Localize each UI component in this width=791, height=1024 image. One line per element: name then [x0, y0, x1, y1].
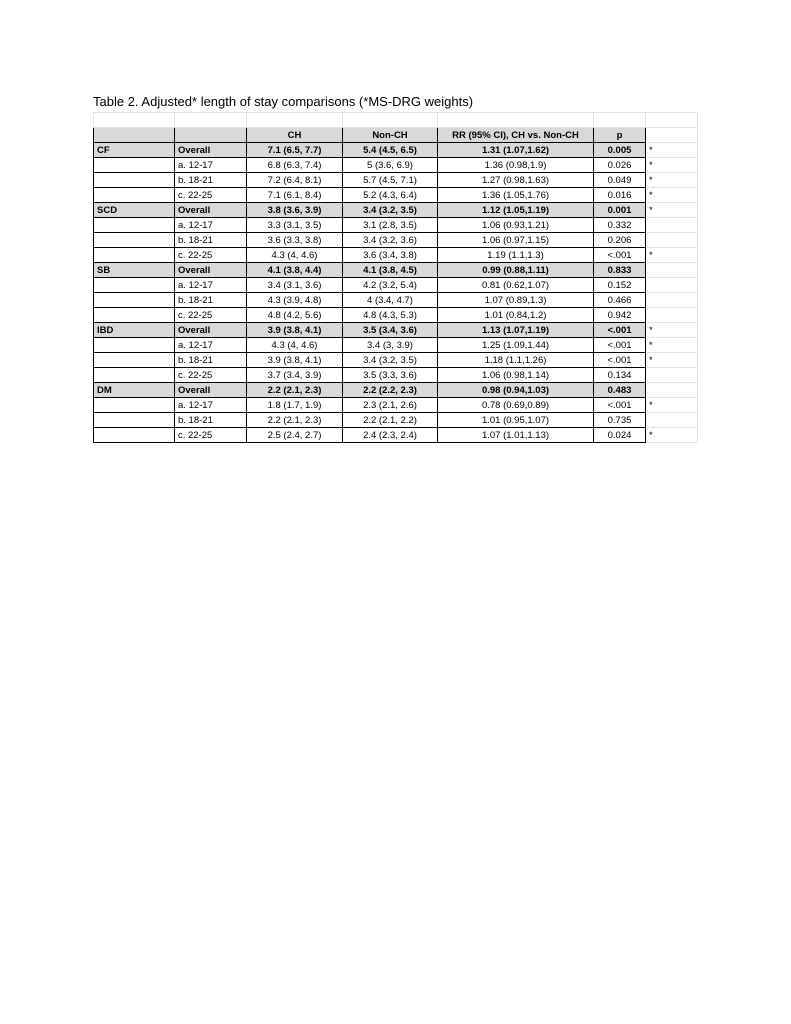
- group-name-cell: [94, 308, 175, 323]
- group-name-cell: [94, 338, 175, 353]
- p-value-cell: <.001: [594, 398, 646, 413]
- non-ch-value-cell: 5.2 (4.3, 6.4): [343, 188, 438, 203]
- p-value-cell: 0.016: [594, 188, 646, 203]
- group-name-cell: IBD: [94, 323, 175, 338]
- p-value-cell: 0.134: [594, 368, 646, 383]
- rr-value-cell: 1.06 (0.97,1.15): [438, 233, 594, 248]
- significance-star-cell: *: [646, 188, 698, 203]
- non-ch-value-cell: 3.1 (2.8, 3.5): [343, 218, 438, 233]
- non-ch-value-cell: 3.4 (3.2, 3.6): [343, 233, 438, 248]
- rr-value-cell: 1.07 (1.01,1.13): [438, 428, 594, 443]
- rr-value-cell: 0.99 (0.88,1.11): [438, 263, 594, 278]
- age-group-row: [94, 188, 698, 203]
- significance-star-cell: *: [646, 353, 698, 368]
- non-ch-value-cell: 3.6 (3.4, 3.8): [343, 248, 438, 263]
- rr-value-cell: 1.01 (0.84,1.2): [438, 308, 594, 323]
- age-group-row: [94, 338, 698, 353]
- group-name-cell: SB: [94, 263, 175, 278]
- age-group-row: [94, 293, 698, 308]
- ch-value-cell: 3.8 (3.6, 3.9): [247, 203, 343, 218]
- p-value-cell: 0.026: [594, 158, 646, 173]
- group-overall-row: [94, 203, 698, 218]
- p-value-cell: <.001: [594, 248, 646, 263]
- p-value-cell: 0.833: [594, 263, 646, 278]
- age-group-row: [94, 368, 698, 383]
- rr-value-cell: 1.13 (1.07,1.19): [438, 323, 594, 338]
- table-body: [94, 113, 698, 443]
- ch-value-cell: 3.9 (3.8, 4.1): [247, 353, 343, 368]
- row-label-cell: c. 22-25: [175, 188, 247, 203]
- group-name-cell: [94, 413, 175, 428]
- non-ch-value-cell: 3.4 (3.2, 3.5): [343, 203, 438, 218]
- non-ch-value-cell: 2.3 (2.1, 2.6): [343, 398, 438, 413]
- significance-star-cell: [646, 293, 698, 308]
- ch-value-cell: 4.8 (4.2, 5.6): [247, 308, 343, 323]
- row-label-cell: c. 22-25: [175, 248, 247, 263]
- age-group-row: [94, 233, 698, 248]
- row-label-cell: c. 22-25: [175, 308, 247, 323]
- ch-value-cell: 7.2 (6.4, 8.1): [247, 173, 343, 188]
- header-non-ch: Non-CH: [343, 128, 438, 143]
- p-value-cell: 0.466: [594, 293, 646, 308]
- significance-star-cell: *: [646, 338, 698, 353]
- p-value-cell: 0.049: [594, 173, 646, 188]
- p-value-cell: 0.735: [594, 413, 646, 428]
- group-name-cell: [94, 233, 175, 248]
- rr-value-cell: 0.81 (0.62,1.07): [438, 278, 594, 293]
- rr-value-cell: 1.36 (0.98,1.9): [438, 158, 594, 173]
- rr-value-cell: 1.19 (1.1,1.3): [438, 248, 594, 263]
- non-ch-value-cell: 5.4 (4.5, 6.5): [343, 143, 438, 158]
- non-ch-value-cell: 2.4 (2.3, 2.4): [343, 428, 438, 443]
- row-label-cell: b. 18-21: [175, 173, 247, 188]
- rr-value-cell: 1.06 (0.98,1.14): [438, 368, 594, 383]
- non-ch-value-cell: 3.5 (3.4, 3.6): [343, 323, 438, 338]
- header-star-cell: [646, 128, 698, 143]
- ch-value-cell: 3.9 (3.8, 4.1): [247, 323, 343, 338]
- row-label-cell: b. 18-21: [175, 293, 247, 308]
- rr-value-cell: 1.07 (0.89,1.3): [438, 293, 594, 308]
- ch-value-cell: 4.1 (3.8, 4.4): [247, 263, 343, 278]
- ch-value-cell: 7.1 (6.5, 7.7): [247, 143, 343, 158]
- row-label-cell: b. 18-21: [175, 233, 247, 248]
- significance-star-cell: *: [646, 428, 698, 443]
- group-name-cell: [94, 218, 175, 233]
- row-label-cell: a. 12-17: [175, 158, 247, 173]
- rr-value-cell: 1.06 (0.93,1.21): [438, 218, 594, 233]
- non-ch-value-cell: 5.7 (4.5, 7.1): [343, 173, 438, 188]
- p-value-cell: 0.005: [594, 143, 646, 158]
- rr-value-cell: 1.31 (1.07,1.62): [438, 143, 594, 158]
- significance-star-cell: [646, 263, 698, 278]
- rr-value-cell: 1.36 (1.05,1.76): [438, 188, 594, 203]
- non-ch-value-cell: 4 (3.4, 4.7): [343, 293, 438, 308]
- age-group-row: [94, 353, 698, 368]
- blank-row: [94, 113, 698, 128]
- ch-value-cell: 4.3 (4, 4.6): [247, 338, 343, 353]
- age-group-row: [94, 278, 698, 293]
- group-name-cell: [94, 248, 175, 263]
- group-name-cell: CF: [94, 143, 175, 158]
- table-title: Table 2. Adjusted* length of stay comparisons (*MS-DRG weights): [93, 94, 474, 109]
- group-overall-row: [94, 383, 698, 398]
- row-label-cell: a. 12-17: [175, 398, 247, 413]
- age-group-row: [94, 248, 698, 263]
- row-label-cell: b. 18-21: [175, 353, 247, 368]
- p-value-cell: 0.001: [594, 203, 646, 218]
- p-value-cell: 0.024: [594, 428, 646, 443]
- row-label-cell: a. 12-17: [175, 218, 247, 233]
- ch-value-cell: 2.2 (2.1, 2.3): [247, 383, 343, 398]
- non-ch-value-cell: 5 (3.6, 6.9): [343, 158, 438, 173]
- age-group-row: [94, 158, 698, 173]
- header-rr: RR (95% CI), CH vs. Non-CH: [438, 128, 594, 143]
- significance-star-cell: [646, 233, 698, 248]
- non-ch-value-cell: 2.2 (2.1, 2.2): [343, 413, 438, 428]
- non-ch-value-cell: 4.8 (4.3, 5.3): [343, 308, 438, 323]
- significance-star-cell: [646, 308, 698, 323]
- group-name-cell: [94, 188, 175, 203]
- significance-star-cell: [646, 413, 698, 428]
- age-group-row: [94, 428, 698, 443]
- header-row: [94, 128, 698, 143]
- header-blank-cell: [175, 128, 247, 143]
- group-overall-row: [94, 323, 698, 338]
- p-value-cell: 0.942: [594, 308, 646, 323]
- age-group-row: [94, 218, 698, 233]
- significance-star-cell: [646, 368, 698, 383]
- p-value-cell: 0.206: [594, 233, 646, 248]
- ch-value-cell: 2.2 (2.1, 2.3): [247, 413, 343, 428]
- ch-value-cell: 4.3 (4, 4.6): [247, 248, 343, 263]
- rr-value-cell: 1.12 (1.05,1.19): [438, 203, 594, 218]
- row-label-cell: Overall: [175, 383, 247, 398]
- header-p: p: [594, 128, 646, 143]
- ch-value-cell: 3.7 (3.4, 3.9): [247, 368, 343, 383]
- rr-value-cell: 1.27 (0.98,1.63): [438, 173, 594, 188]
- row-label-cell: a. 12-17: [175, 278, 247, 293]
- rr-value-cell: 0.78 (0.69,0.89): [438, 398, 594, 413]
- p-value-cell: <.001: [594, 338, 646, 353]
- p-value-cell: 0.332: [594, 218, 646, 233]
- row-label-cell: c. 22-25: [175, 428, 247, 443]
- header-blank-cell: [94, 128, 175, 143]
- group-overall-row: [94, 263, 698, 278]
- row-label-cell: Overall: [175, 143, 247, 158]
- group-overall-row: [94, 143, 698, 158]
- significance-star-cell: *: [646, 398, 698, 413]
- group-name-cell: [94, 278, 175, 293]
- ch-value-cell: 2.5 (2.4, 2.7): [247, 428, 343, 443]
- age-group-row: [94, 398, 698, 413]
- significance-star-cell: *: [646, 173, 698, 188]
- los-comparison-table: [93, 112, 698, 443]
- p-value-cell: <.001: [594, 353, 646, 368]
- significance-star-cell: *: [646, 248, 698, 263]
- non-ch-value-cell: 4.1 (3.8, 4.5): [343, 263, 438, 278]
- age-group-row: [94, 413, 698, 428]
- group-name-cell: [94, 368, 175, 383]
- age-group-row: [94, 308, 698, 323]
- non-ch-value-cell: 2.2 (2.2, 2.3): [343, 383, 438, 398]
- group-name-cell: [94, 173, 175, 188]
- group-name-cell: [94, 428, 175, 443]
- group-name-cell: DM: [94, 383, 175, 398]
- non-ch-value-cell: 3.5 (3.3, 3.6): [343, 368, 438, 383]
- p-value-cell: 0.152: [594, 278, 646, 293]
- significance-star-cell: *: [646, 143, 698, 158]
- ch-value-cell: 3.4 (3.1, 3.6): [247, 278, 343, 293]
- group-name-cell: SCD: [94, 203, 175, 218]
- significance-star-cell: [646, 278, 698, 293]
- row-label-cell: a. 12-17: [175, 338, 247, 353]
- ch-value-cell: 4.3 (3.9, 4.8): [247, 293, 343, 308]
- row-label-cell: Overall: [175, 323, 247, 338]
- ch-value-cell: 3.3 (3.1, 3.5): [247, 218, 343, 233]
- ch-value-cell: 6.8 (6.3, 7.4): [247, 158, 343, 173]
- significance-star-cell: *: [646, 158, 698, 173]
- group-name-cell: [94, 293, 175, 308]
- significance-star-cell: *: [646, 323, 698, 338]
- significance-star-cell: [646, 383, 698, 398]
- rr-value-cell: 1.18 (1.1,1.26): [438, 353, 594, 368]
- group-name-cell: [94, 353, 175, 368]
- significance-star-cell: [646, 218, 698, 233]
- p-value-cell: 0.483: [594, 383, 646, 398]
- group-name-cell: [94, 398, 175, 413]
- row-label-cell: c. 22-25: [175, 368, 247, 383]
- non-ch-value-cell: 3.4 (3.2, 3.5): [343, 353, 438, 368]
- ch-value-cell: 1.8 (1.7, 1.9): [247, 398, 343, 413]
- header-ch: CH: [247, 128, 343, 143]
- age-group-row: [94, 173, 698, 188]
- group-name-cell: [94, 158, 175, 173]
- row-label-cell: b. 18-21: [175, 413, 247, 428]
- row-label-cell: Overall: [175, 203, 247, 218]
- rr-value-cell: 1.25 (1.09,1.44): [438, 338, 594, 353]
- rr-value-cell: 0.98 (0.94,1.03): [438, 383, 594, 398]
- non-ch-value-cell: 4.2 (3.2, 5.4): [343, 278, 438, 293]
- row-label-cell: Overall: [175, 263, 247, 278]
- p-value-cell: <.001: [594, 323, 646, 338]
- non-ch-value-cell: 3.4 (3, 3.9): [343, 338, 438, 353]
- ch-value-cell: 7.1 (6.1, 8.4): [247, 188, 343, 203]
- ch-value-cell: 3.6 (3.3, 3.8): [247, 233, 343, 248]
- significance-star-cell: *: [646, 203, 698, 218]
- rr-value-cell: 1.01 (0.95,1.07): [438, 413, 594, 428]
